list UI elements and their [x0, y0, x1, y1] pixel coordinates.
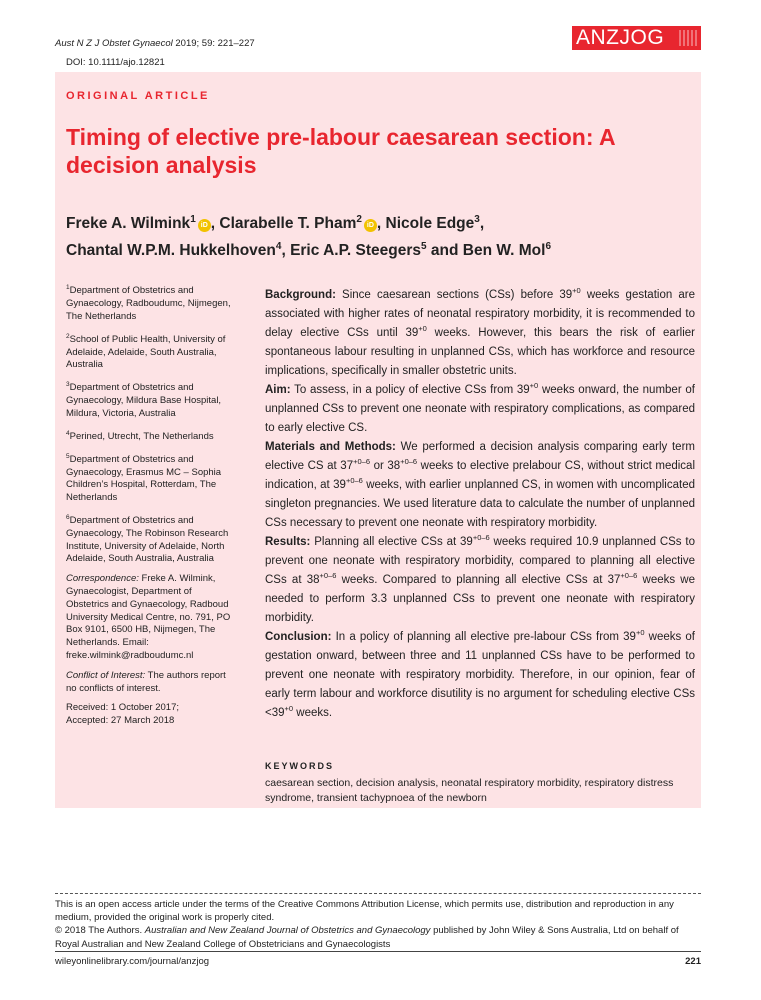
gestation-superscript: +0–6 [400, 457, 418, 467]
abstract-text: weeks onward, the number of unplanned CSs to prevent one neonate with respiratory complications, as compared to early elective CS. [265, 384, 695, 434]
license-notice [55, 898, 701, 951]
license-divider [55, 893, 701, 894]
affiliation-text: Department of Obstetrics and Gynaecology, Erasmus MC – Sophia Children’s Hospital, Rotterdam, The Netherlands [66, 453, 222, 504]
page-number: 221 [685, 956, 701, 967]
author-affiliation-number: 6 [545, 241, 551, 253]
gestation-superscript: +0 [635, 628, 645, 638]
affiliation-text: Department of Obstetrics and Gynaecology, Mildura Base Hospital, Mildura, Victoria, Australia [66, 382, 222, 419]
abstract-text: We performed a decision analysis comparing early term elective CS at 37 [265, 441, 695, 472]
abstract-text: weeks gestation are associated with higher rates of neonatal respiratory morbidity, it is recommended to delay elective CSs until 39 [265, 289, 695, 339]
keywords-text: caesarean section, decision analysis, neonatal respiratory morbidity, respiratory distress syndrome, transient tachypnoea of the newborn [265, 777, 674, 804]
author-separator: , [281, 242, 291, 260]
affiliation [66, 428, 236, 444]
abstract-text: weeks. [293, 707, 333, 719]
abstract-text: weeks, with earlier unplanned CS, in women with uncomplicated singleton pregnancies. We used literature data to calculate the number of unplanned CSs necessary to prevent one neonate with respiratory morbidity. [265, 479, 695, 529]
affiliation-list [66, 282, 236, 566]
affiliation-text: Perined, Utrecht, The Netherlands [69, 430, 214, 442]
abstract-section-heading: Materials and Methods: [265, 441, 396, 453]
keywords-heading: KEYWORDS [265, 761, 335, 771]
affiliation-number: 6 [66, 513, 70, 521]
author-separator: , [376, 215, 386, 233]
gestation-superscript: +0–6 [472, 533, 490, 543]
journal-logo [572, 26, 701, 50]
affiliation-text: Department of Obstetrics and Gynaecology, The Robinson Research Institute, University of Adelaide, North Adelaide, South Australia, Australia [66, 515, 229, 565]
abstract-section [265, 381, 695, 438]
copyright-statement: © 2018 The Authors. Australian and New Zealand Journal of Obstetrics and Gynaecology published by John Wiley & Sons Australia, Ltd on behalf of Royal Australian and New Zealand College of Obstetricians and Gynaecologists [55, 925, 679, 950]
affiliation-text: School of Public Health, University of Adelaide, Adelaide, South Australia, Australia [66, 333, 226, 371]
article-type-label: ORIGINAL ARTICLE [66, 90, 210, 102]
abstract-text: weeks we needed to perform 3.3 unplanned CSs to prevent one neonate with respiratory morbidity. [265, 574, 696, 624]
author-separator: and [426, 242, 463, 260]
logo-pattern-icon [679, 30, 697, 46]
author-separator: , [210, 215, 220, 233]
abstract-section [265, 628, 695, 723]
affiliation-number: 3 [66, 381, 70, 389]
abstract-text: To assess, in a policy of elective CSs from 39 [290, 384, 530, 396]
author-affiliation-number: 2 [356, 214, 362, 225]
article-title: Timing of elective pre-labour caesarean section: A decision analysis [66, 124, 615, 178]
abstract-section-heading: Aim: [265, 384, 291, 396]
orcid-icon[interactable]: iD [364, 219, 377, 232]
affiliation [66, 282, 236, 324]
author-name: Clarabelle T. Pham [219, 215, 357, 233]
abstract-section [265, 533, 695, 628]
abstract-text: weeks of gestation onward, between three and 11 unplanned CSs have to be performed to prevent one neonate with respiratory morbidity. Therefore, in our opinion, fear of early term labour and workforce disutility is no argument for scheduling elective CSs <39 [265, 631, 695, 719]
affiliation-number: 2 [66, 332, 70, 340]
gestation-superscript: +0 [572, 286, 581, 296]
abstract-text: Since caesarean sections (CSs) before 39 [335, 289, 573, 301]
affiliation-number: 4 [66, 429, 70, 437]
abstract-section-heading: Conclusion: [265, 631, 332, 643]
author-name: Eric A.P. Steegers [290, 242, 422, 260]
abstract-text: Planning all elective CSs at 39 [310, 536, 473, 548]
abstract-text: weeks. However, this bears the risk of earlier spontaneous labour resulting in unplanned CSs, which has workforce and resource implications, specifically in smaller obstetric units. [265, 327, 695, 377]
gestation-superscript: +0 [284, 704, 294, 714]
affiliation-number: 5 [66, 452, 70, 460]
conflict-of-interest: Conflict of Interest: The authors report no conflicts of interest. [66, 669, 226, 694]
affiliations-column [66, 282, 236, 735]
affiliation [66, 379, 236, 421]
gestation-superscript: +0 [529, 381, 539, 391]
footer-divider [55, 951, 701, 952]
author-affiliation-number: 3 [474, 214, 480, 225]
correspondence: Correspondence: Freke A. Wilmink, Gynaecologist, Department of Obstetrics and Gynaecology, Radboud University Medical Centre, no. 791, PO Box 9101, 6500 HB, Nijmegen, The Netherlands. Email: freke.wilmink@radboudumc.nl [66, 573, 231, 662]
abstract-text: In a policy of planning all elective pre-labour CSs from 39 [331, 631, 636, 643]
abstract [265, 286, 695, 723]
journal-logo-text: ANZJOG [576, 26, 665, 49]
gestation-superscript: +0 [418, 324, 427, 334]
affiliation-text: Department of Obstetrics and Gynaecology, Radboudumc, Nijmegen, The Netherlands [66, 285, 231, 322]
author-name: Chantal W.P.M. Hukkelhoven [66, 242, 276, 260]
license-statement: This is an open access article under the terms of the Creative Commons Attribution License, which permits use, distribution and reproduction in any medium, provided the original work is properly cited. [55, 899, 674, 924]
abstract-text: weeks. Compared to planning all elective CSs at 37 [336, 574, 621, 586]
orcid-icon[interactable]: iD [198, 219, 211, 232]
affiliation [66, 512, 236, 566]
gestation-superscript: +0–6 [345, 476, 363, 486]
gestation-superscript: +0–6 [620, 571, 638, 581]
abstract-section [265, 286, 695, 381]
affiliation [66, 451, 236, 505]
affiliation [66, 331, 236, 373]
abstract-section-heading: Background: [265, 289, 336, 301]
author-separator: , [479, 215, 485, 233]
article-dates: Received: 1 October 2017; Accepted: 27 March 2018 [66, 702, 180, 727]
author-name: Ben W. Mol [462, 242, 546, 260]
abstract-text: weeks required 10.9 unplanned CSs to prevent one neonate with respiratory morbidity, compared to planning all elective CSs at 38 [265, 536, 695, 586]
author-name: Freke A. Wilmink [66, 215, 191, 233]
journal-citation: Aust N Z J Obstet Gynaecol 2019; 59: 221–227 [55, 38, 255, 49]
affiliation-number: 1 [66, 284, 70, 291]
abstract-section [265, 438, 695, 533]
doi-link[interactable]: DOI: 10.1111/ajo.12821 [66, 57, 165, 68]
footer-journal-url[interactable]: wileyonlinelibrary.com/journal/anzjog [55, 956, 210, 967]
abstract-text: or 38 [370, 460, 401, 472]
author-affiliation-number: 5 [421, 241, 427, 253]
author-affiliation-number: 4 [275, 241, 282, 253]
gestation-superscript: +0–6 [319, 571, 337, 581]
abstract-text: weeks to elective prelabour CS, without strict medical indication, at 39 [265, 460, 695, 491]
author-list [66, 208, 686, 262]
abstract-section-heading: Results: [265, 536, 311, 548]
author-affiliation-number: 1 [190, 214, 196, 225]
author-name: Nicole Edge [385, 215, 475, 233]
gestation-superscript: +0–6 [353, 457, 370, 467]
